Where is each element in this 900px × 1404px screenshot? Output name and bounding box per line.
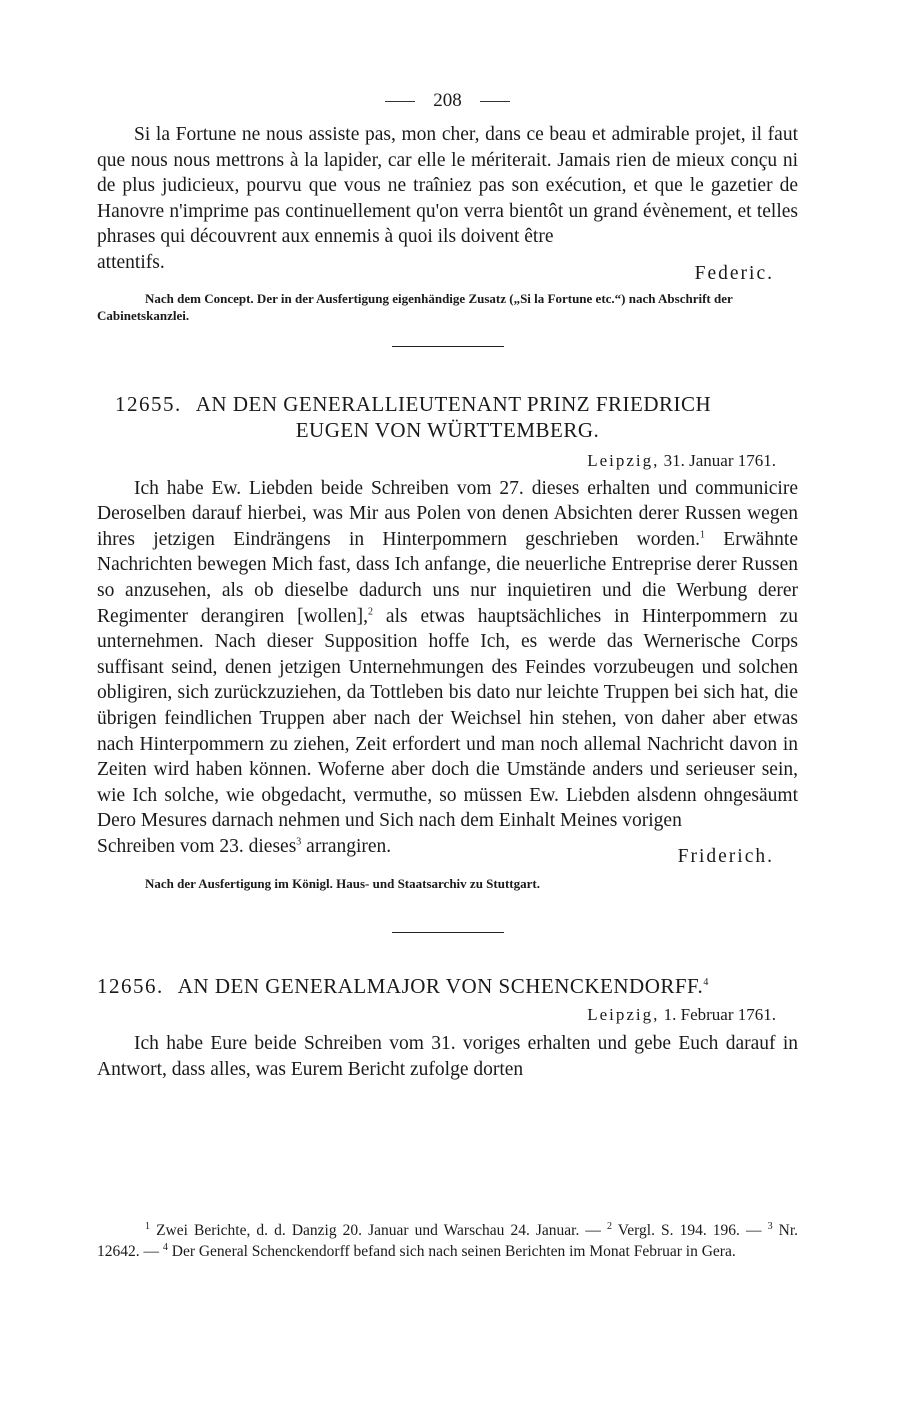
letter-number: 12655. [115,391,182,416]
footnote-ref-1: 1 [700,529,705,541]
letter-12655-closing [97,834,798,868]
letter-12656-heading: 12656. AN DEN GENERALMAJOR VON SCHENCKENDORFF.$^4$ [97,974,709,999]
letter-prev-closing [97,250,798,284]
page-header [97,86,798,116]
footnotes [97,1220,798,1262]
footnote-ref-3: 3 [296,836,302,848]
page-content [97,86,798,1083]
date: 31. Januar 1761. [663,450,776,470]
letter-number: 12656. [97,974,164,999]
date: 1. Februar 1761. [663,1005,776,1025]
page-number: 208 [433,90,462,111]
place: Leipzig, [587,450,660,470]
footnotes-text: $^1$ Zwei Berichte, d. d. Danzig 20. Januar und Warschau 24. Januar. — $^2$ Vergl. S. 194. 196. — $^3$ Nr. 12642. — $^4$ Der General Schenckendorff befand sich nach seinen Berichten im Monat Februar in Gera. [97,1220,799,1260]
letter-prev-last-word: attentifs. [97,251,165,273]
footnote-marker-4: 4 [162,1241,168,1253]
footnote-marker-2: 2 [607,1220,613,1232]
place: Leipzig, [587,1005,660,1025]
header-dash-right [480,101,510,102]
letter-prev-source-note: Nach dem Concept. Der in der Ausfertigung eigenhändige Zusatz („Si la Fortune etc.“) nach Abschrift der Cabinetskanzlei. [97,290,733,323]
letter-12655-last-line: Schreiben vom 23. dieses$^3$ arrangiren. [97,835,392,857]
letter-12656-body: Ich habe Eure beide Schreiben vom 31. voriges erhalten und gebe Euch darauf in Antwort, dass alles, was Eurem Bericht zufolge dorten [97,1033,798,1081]
letter-12656-dateline [97,1003,798,1027]
footnote-ref-2: 2 [368,606,374,618]
letter-prev-signature: Federic. [694,262,774,284]
header-dash-left [385,101,415,102]
letter-12655-signature: Friderich. [677,846,774,868]
footnote-ref-4: 4 [703,977,709,989]
footnote-marker-3: 3 [767,1220,773,1232]
letter-prev-body: Si la Fortune ne nous assiste pas, mon cher, dans ce beau et admirable projet, il faut que nous nous mettrons à la lapider, car elle le mériterait. Jamais rien de mieux conçu ni de plus judicieux, pourvu que vous ne traîniez pas son exécution, et que le gazetier de Hanovre n'imprime pas continuellement qu'on verra bientôt un grand évènement, et telles phrases qui découvrent aux ennemis à quoi ils doivent être [97,124,798,248]
letter-12655-dateline [97,449,798,473]
footnote-marker-1: 1 [145,1220,150,1232]
letter-12655-heading: 12655. AN DEN GENERALLIEUTENANT PRINZ FRIEDRICH [115,391,712,416]
letter-12655-body: Ich habe Ew. Liebden beide Schreiben vom 27. dieses erhalten und communicire Deroselben darauf hierbei, was Mir aus Polen von denen Absichten derer Russen wegen ihres jetzigen Eindrängens in Hinterpommern geschrieben worden.$^1$ Erwähnte Nachrichten bewegen Mich fast, dass Ich anfange, die neuerliche Entreprise derer Russen so anzusehen, als ob dieselbe dadurch uns nur inquietiren und die Werbung derer Regimenter derangiren [wollen],$^2$ als etwas hauptsächliches in Hinterpommern zu unternehmen. Nach dieser Supposition hoffe Ich, es werde das Wernerische Corps suffisant seind, denen jetzigen Unternehmungen des Feindes vorzubeugen und solchen obligiren, sich zurückzuziehen, da Tottleben bis dato nur leichte Truppen bei sich hat, die übrigen feindlichen Truppen aber nach der Weichsel hin stehen, von daher aber etwas nach Hinterpommern zu ziehen, Zeit erfordert und man noch allemal Nachricht davon in Zeiten wird haben können. Woferne aber doch die Umstände anders und serieuser sein, wie Ich solche, wie obgedacht, vermuthe, so müssen Ew. Liebden alsdenn ohngesäumt Dero Mesures darnach nehmen und Sich nach dem Einhalt Meines vorigen [97,477,798,832]
letter-12655-heading-line2: EUGEN VON WÜRTTEMBERG. [295,417,600,442]
letter-12655-source-note: Nach der Ausfertigung im Königl. Haus- und Staatsarchiv zu Stuttgart. [145,876,540,892]
